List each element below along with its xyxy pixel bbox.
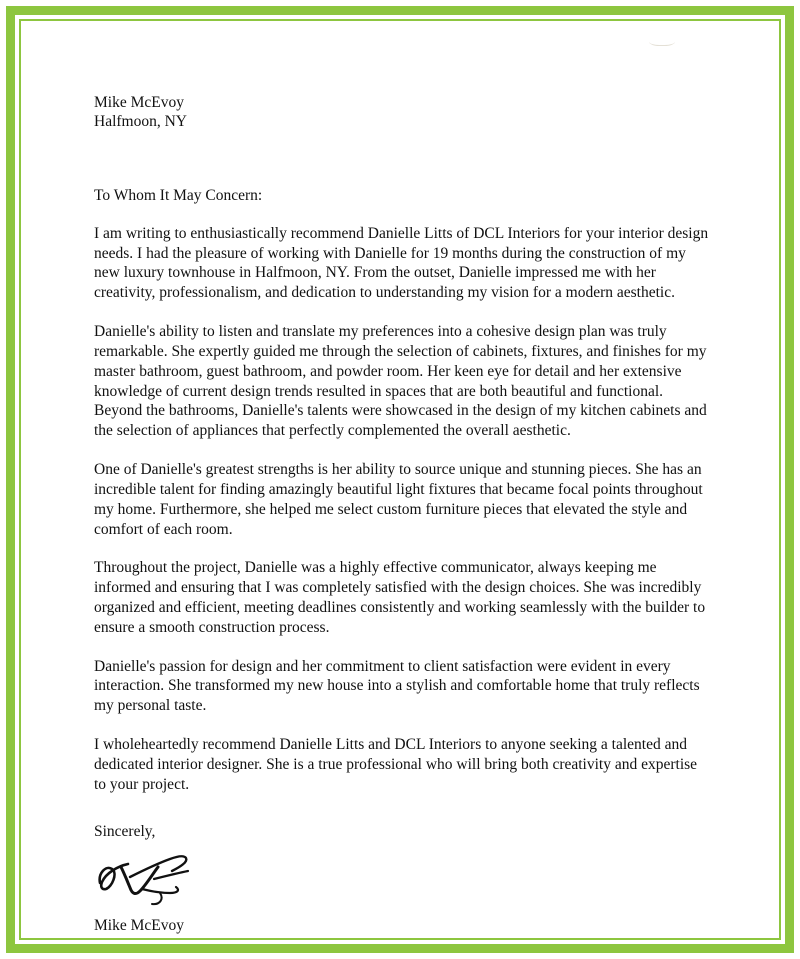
body-paragraph-2: Danielle's ability to listen and translate my preferences into a cohesive design plan was truly remarkable. She expertly guided me through the selection of cabinets, fixtures, and finishes for my master bathroom, guest bathroom, and powder room. Her keen eye for detail and her extensive knowledge of current design trends resulted in spaces that are both beautiful and functional. Beyond the bathrooms, Danielle's talents were showcased in the design of my kitchen cabinets and the selection of appliances that perfectly complemented the overall aesthetic. — [94, 323, 707, 440]
salutation: To Whom It May Concern: — [94, 186, 263, 204]
letter-content — [94, 93, 709, 935]
sender-block — [94, 93, 709, 132]
sender-location: Halfmoon, NY — [94, 113, 187, 131]
signature-image — [94, 849, 314, 911]
body-paragraph-1: I am writing to enthusiastically recommend Danielle Litts of DCL Interiors for your interior design needs. I had the pleasure of working with Danielle for 19 months during the construction of my new luxury townhouse in Halfmoon, NY. From the outset, Danielle impressed me with her creativity, professionalism, and dedication to understanding my vision for a modern aesthetic. — [94, 224, 709, 302]
signer-name: Mike McEvoy — [94, 916, 184, 934]
body-paragraph-6: I wholeheartedly recommend Danielle Litts and DCL Interiors to anyone seeking a talented and dedicated interior designer. She is a true professional who will bring both creativity and expertise to your project. — [94, 736, 698, 793]
sender-name: Mike McEvoy — [94, 94, 184, 111]
closing: Sincerely, — [94, 822, 156, 840]
body-paragraph-4: Throughout the project, Danielle was a highly effective communicator, always keeping me informed and ensuring that I was completely satisfied with the design choices. She was incredibly organized and efficient, meeting deadlines consistently and working seamlessly with the builder to ensure a smooth construction process. — [94, 559, 706, 636]
body-paragraph-5: Danielle's passion for design and her commitment to client satisfaction were evident in every interaction. She transformed my new house into a stylish and comfortable home that truly reflects my personal taste. — [94, 657, 700, 715]
paper-smudge-mark — [649, 35, 675, 46]
letter-sheet — [21, 21, 779, 938]
body-paragraph-3: One of Danielle's greatest strengths is her ability to source unique and stunning pieces. She has an incredible talent for finding amazingly beautiful light fixtures that became focal points throughout my home. Furthermore, she helped me select custom furniture pieces that elevated the style and comfort of each room. — [94, 461, 703, 538]
